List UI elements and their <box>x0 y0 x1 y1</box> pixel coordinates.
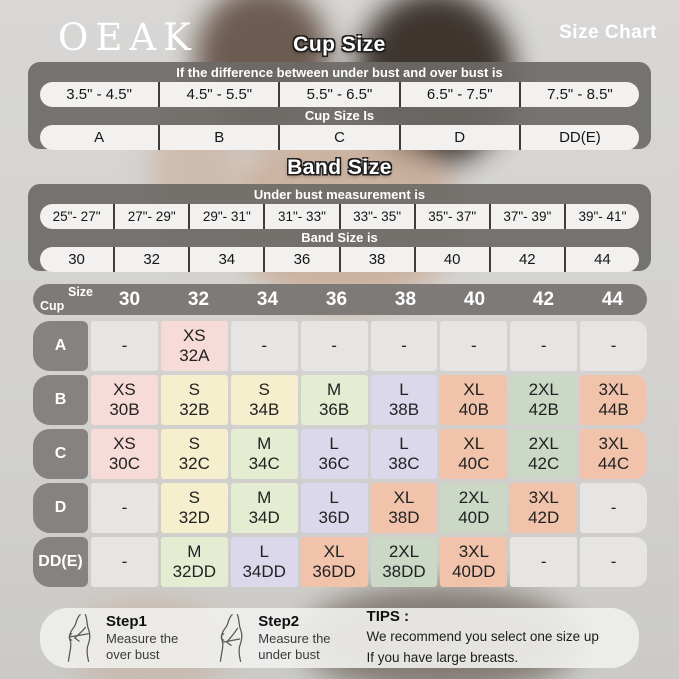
band-number-cell: 38 <box>341 247 416 272</box>
size-cell: - <box>580 321 647 371</box>
size-cell: 2XL 42C <box>510 429 577 479</box>
tips-block <box>367 608 599 669</box>
step-1-text <box>106 613 178 664</box>
step-2-line2: under bust <box>258 647 320 662</box>
matrix-column-header: 30 <box>118 288 141 310</box>
step-2-title: Step2 <box>258 612 300 630</box>
cup-row-label: C <box>33 429 88 479</box>
band-number-cell: 40 <box>416 247 491 272</box>
size-cell: XL 40C <box>440 429 507 479</box>
band-size-table <box>28 184 651 271</box>
corner-size-label: Size <box>67 285 93 299</box>
cup-letter-cell: D <box>401 125 521 150</box>
size-cell: 3XL 44B <box>580 375 647 425</box>
tips-line1: We recommend you select one size up <box>366 628 599 644</box>
matrix-column-headers <box>95 284 647 315</box>
cup-range-cell: 6.5" - 7.5" <box>401 82 521 107</box>
matrix-row <box>33 375 647 425</box>
band-range-cell: 37"- 39" <box>491 204 566 229</box>
tips-line2: If you have large breasts. <box>366 649 519 665</box>
band-range-cell: 27"- 29" <box>115 204 190 229</box>
cup-size-title: Cup Size <box>293 33 386 56</box>
band-number-cell: 42 <box>491 247 566 272</box>
band-range-cell: 33"- 35" <box>341 204 416 229</box>
size-cell: L 36D <box>301 483 368 533</box>
size-cell: XS 30B <box>91 375 158 425</box>
step-1-line1: Measure the <box>106 630 179 646</box>
band-range-row <box>40 204 639 229</box>
footer-bar <box>40 608 639 668</box>
size-cell: XL 38D <box>371 483 438 533</box>
size-matrix <box>33 321 647 591</box>
cup-mid-label: Cup Size Is <box>304 108 375 123</box>
corner-cup-label: Cup <box>40 299 65 313</box>
size-cell: XS 30C <box>91 429 158 479</box>
band-number-cell: 36 <box>265 247 340 272</box>
size-cell: - <box>440 321 507 371</box>
band-number-row <box>40 247 639 272</box>
cup-row-label: A <box>33 321 88 371</box>
band-number-cell: 32 <box>115 247 190 272</box>
size-cell: M 34D <box>231 483 298 533</box>
matrix-row <box>33 537 647 587</box>
matrix-row <box>33 429 647 479</box>
measure-over-bust-icon <box>60 613 96 663</box>
size-cell: 2XL 40D <box>440 483 507 533</box>
band-number-cell: 44 <box>594 251 611 268</box>
size-cell: XL 36DD <box>301 537 368 587</box>
size-cell: XS 32A <box>161 321 228 371</box>
cup-table-header: If the difference between under bust and over bust is <box>176 65 503 80</box>
step-2 <box>212 613 330 664</box>
band-range-cell: 39"- 41" <box>578 209 627 224</box>
size-matrix-header <box>33 284 647 315</box>
size-cell: S 32B <box>161 375 228 425</box>
size-cell: - <box>91 483 158 533</box>
matrix-row <box>33 321 647 371</box>
size-cell: 3XL 44C <box>580 429 647 479</box>
tips-title: TIPS : <box>366 607 410 625</box>
size-cell: L 38B <box>371 375 438 425</box>
step-1-title: Step1 <box>106 612 147 630</box>
matrix-column-header: 34 <box>256 288 279 310</box>
size-cell: M 32DD <box>161 537 228 587</box>
matrix-column-header: 40 <box>463 288 486 310</box>
matrix-column-header: 36 <box>325 288 348 310</box>
matrix-column-header: 42 <box>532 288 555 310</box>
size-cell: M 34C <box>231 429 298 479</box>
size-cell: - <box>91 537 158 587</box>
size-cell: - <box>510 321 577 371</box>
step-2-line1: Measure the <box>258 630 331 646</box>
size-cell: M 36B <box>301 375 368 425</box>
cup-range-cell: 7.5" - 8.5" <box>547 86 613 103</box>
size-cell: 3XL 40DD <box>440 537 507 587</box>
band-size-title: Band Size <box>287 156 392 179</box>
cup-range-row <box>40 82 639 107</box>
band-range-cell: 29"- 31" <box>190 204 265 229</box>
size-cell: - <box>231 321 298 371</box>
matrix-column-header: 32 <box>187 288 210 310</box>
band-mid-label: Band Size is <box>301 230 378 245</box>
band-number-cell: 30 <box>40 247 115 272</box>
cup-letter-cell: B <box>160 125 280 150</box>
cup-letter-cell: A <box>40 125 160 150</box>
page-title: Size Chart <box>559 22 657 43</box>
cup-range-cell: 3.5" - 4.5" <box>40 82 160 107</box>
matrix-column-header: 38 <box>394 288 417 310</box>
cup-range-cell: 5.5" - 6.5" <box>280 82 400 107</box>
band-range-cell: 31"- 33" <box>265 204 340 229</box>
size-cell: 2XL 42B <box>510 375 577 425</box>
cup-range-cell: 4.5" - 5.5" <box>160 82 280 107</box>
size-cell: - <box>510 537 577 587</box>
size-cell: 2XL 38DD <box>371 537 438 587</box>
band-table-header: Under bust measurement is <box>253 187 426 202</box>
band-number-cell: 34 <box>190 247 265 272</box>
size-cell: - <box>580 483 647 533</box>
size-cell: - <box>301 321 368 371</box>
size-cell: S 32D <box>161 483 228 533</box>
cup-row-label: B <box>33 375 88 425</box>
step-1 <box>60 613 178 664</box>
cup-letter-row <box>40 125 639 150</box>
cup-size-table <box>28 62 651 149</box>
cup-row-label: D <box>33 483 88 533</box>
size-cell: L 34DD <box>231 537 298 587</box>
size-cell: - <box>580 537 647 587</box>
cup-letter-cell: C <box>280 125 400 150</box>
size-cell: XL 40B <box>440 375 507 425</box>
matrix-corner-cell <box>33 284 95 315</box>
size-cell: - <box>371 321 438 371</box>
matrix-row <box>33 483 647 533</box>
size-cell: 3XL 42D <box>510 483 577 533</box>
cup-letter-cell: DD(E) <box>559 129 601 146</box>
brand-logo: OEAK <box>58 16 198 59</box>
size-cell: S 34B <box>231 375 298 425</box>
band-range-cell: 35"- 37" <box>416 204 491 229</box>
measure-under-bust-icon <box>212 613 248 663</box>
size-cell: - <box>91 321 158 371</box>
band-range-cell: 25"- 27" <box>40 204 115 229</box>
matrix-column-header: 44 <box>601 288 624 310</box>
size-cell: L 38C <box>371 429 438 479</box>
step-1-line2: over bust <box>106 647 160 662</box>
cup-row-label: DD(E) <box>33 537 88 587</box>
step-2-text <box>258 613 330 664</box>
size-cell: L 36C <box>301 429 368 479</box>
size-cell: S 32C <box>161 429 228 479</box>
